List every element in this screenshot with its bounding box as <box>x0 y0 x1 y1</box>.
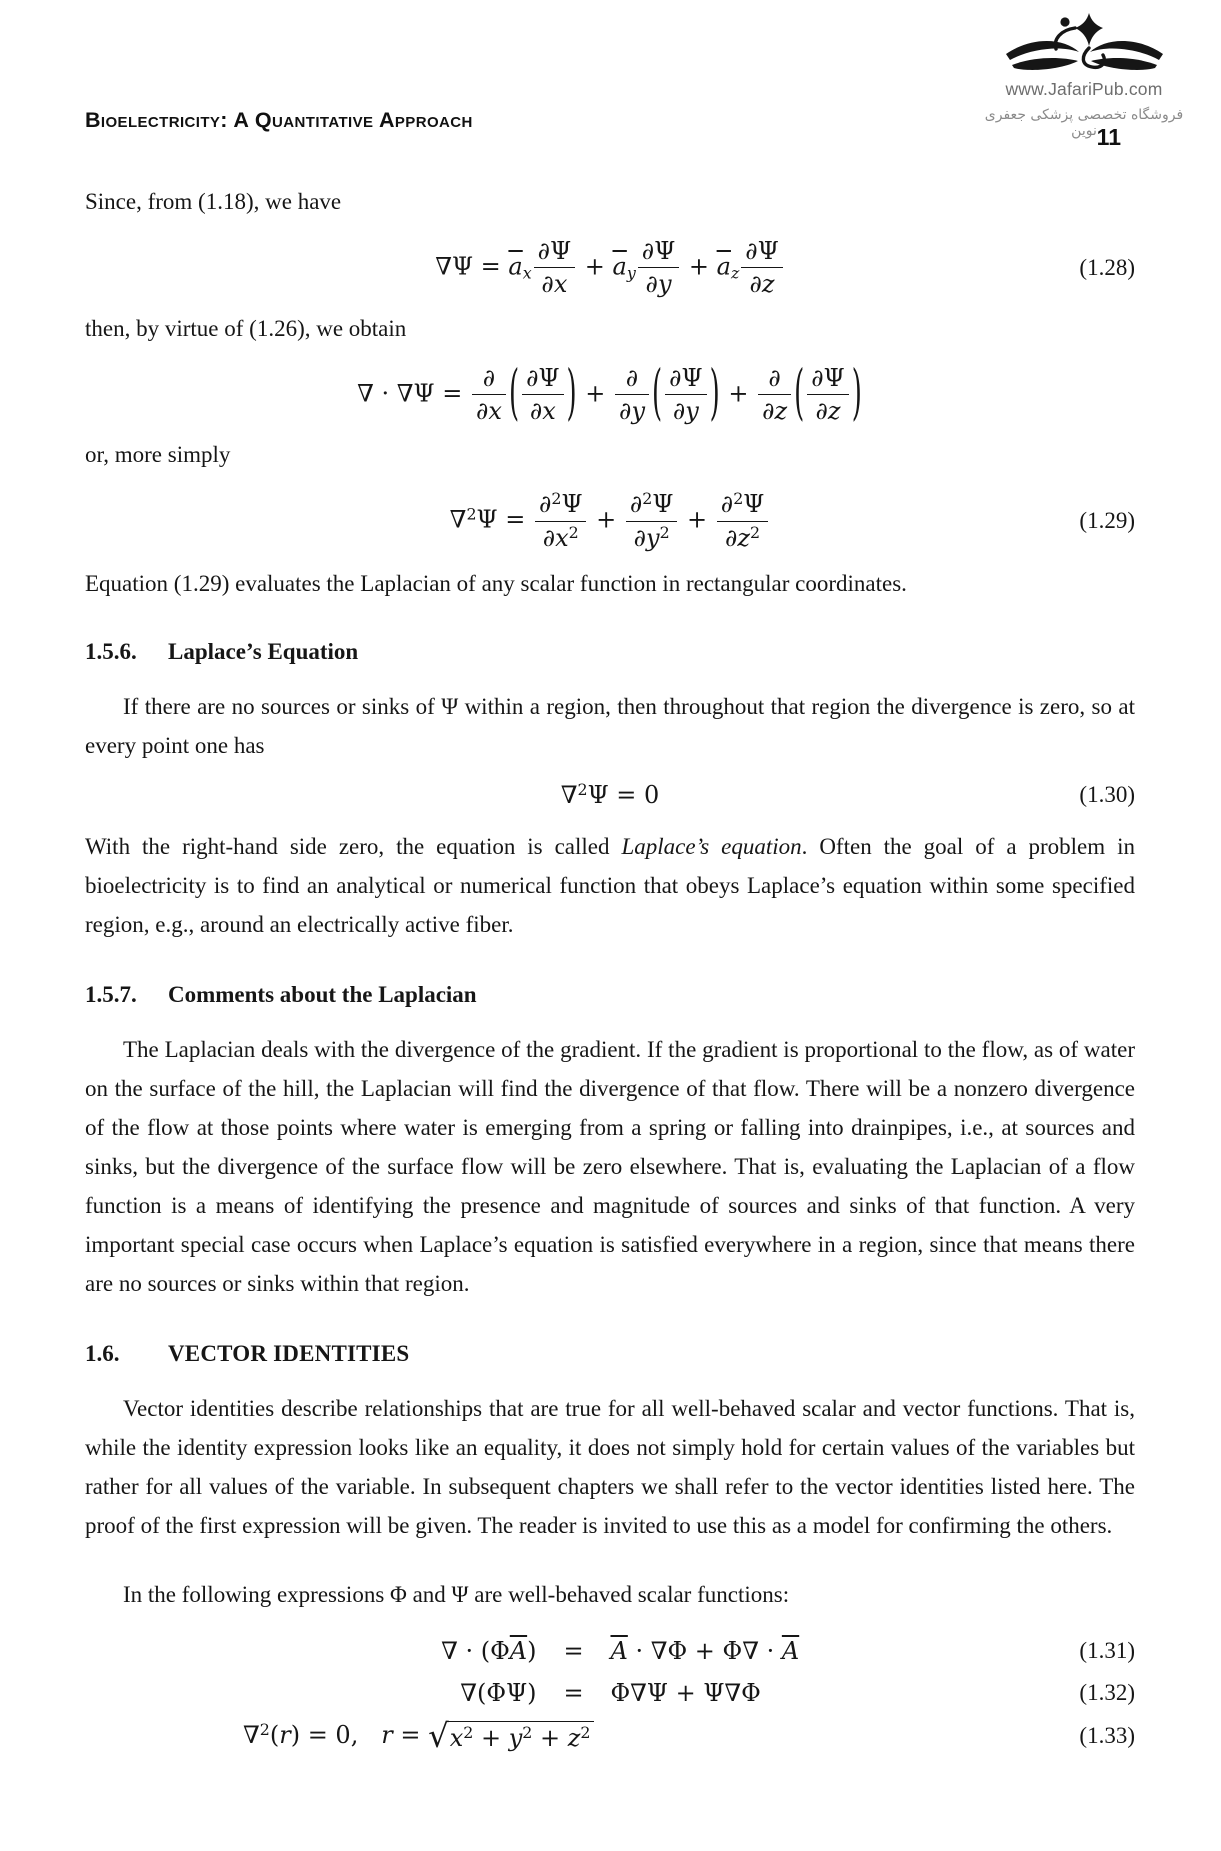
paragraph-eval: Equation (1.29) evaluates the Laplacian of any scalar function in rectangular coordinates. <box>85 570 907 596</box>
paragraph-following: In the following expressions Φ and Ψ are well-behaved scalar functions: <box>123 1581 790 1607</box>
equation-1-28 <box>85 237 1135 299</box>
vector-identities-block <box>85 1630 1135 1759</box>
equation-1-29-math: ∇$^2$Ψ = $\frac{\partial^2\Psi}{\partial x^2}$ + $\frac{\partial^2\Psi}{\partial y^2}$ + $\frac{\partial^2\Psi}{\partial z^2}$ <box>450 490 771 552</box>
equation-divergence <box>85 359 1135 429</box>
section-heading-1-5-6 <box>85 637 1135 667</box>
identity-row-1-32 <box>85 1672 1135 1714</box>
identity-row-1-31 <box>85 1630 1135 1672</box>
running-title: Bioelectricity: A Quantitative Approach <box>85 108 473 132</box>
equation-divergence-math: ∇ · ∇Ψ = ∂ ∂x ( $\frac{\partial\Psi}{\partial x}$ ) + ∂ ∂y ( $\frac{\partial\Psi}{\partial y}$ ) + ∂ ∂z ( $\frac{\partial\Psi}{\partial z}$ ) <box>357 359 862 429</box>
paragraph-laplacian-comments: The Laplacian deals with the divergence of the gradient. If the gradient is proportional to the flow, as of water on the surface of the hill, the Laplacian will find the divergence of that flow. There will be a nonzero divergence of the flow at those points where water is emerging from a spring or falling into drainpipes, i.e., at sources and sinks, but the divergence of the surface flow will be zero elsewhere. That is, evaluating the Laplacian of a flow function is a means of identifying the presence and magnitude of sources and sinks of that function. A very important special case occurs when Laplace’s equation is satisfied everywhere in a region, since that means there are no sources or sinks within that region. <box>85 1036 1135 1296</box>
equation-1-30-math: ∇$^2$Ψ = 0 <box>560 779 660 809</box>
section-heading-1-6 <box>85 1339 1135 1369</box>
identity-1-31-equals: = <box>563 1636 584 1665</box>
equation-number-1-32: (1.32) <box>1079 1679 1135 1705</box>
section-number-1-5-7: 1.5.7. <box>85 981 137 1007</box>
section-title-1-5-6: Laplace’s Equation <box>168 638 359 664</box>
laplace-equation-italic: Laplace’s equation <box>621 833 802 859</box>
section-number-1-6: 1.6. <box>85 1340 120 1366</box>
paragraph-if-sources: If there are no sources or sinks of Ψ within a region, then throughout that region the divergence is zero, so at every point one has <box>85 693 1135 758</box>
identity-1-33-full: ∇$^2$(r) = 0, r = √ $x^2 + y^2 + z^2$ <box>243 1721 594 1749</box>
publisher-watermark <box>977 12 1191 139</box>
equation-number-1-30: (1.30) <box>1079 781 1135 807</box>
paragraph-since: Since, from (1.18), we have <box>85 189 342 214</box>
identity-row-1-33 <box>85 1714 1135 1759</box>
equation-number-1-33: (1.33) <box>1079 1723 1135 1749</box>
identity-1-32-lhs: ∇(ΦΨ) <box>460 1678 537 1707</box>
equation-number-1-28: (1.28) <box>1079 254 1135 280</box>
paragraph-simply: or, more simply <box>85 442 231 468</box>
page-number: 11 <box>1096 124 1121 150</box>
section-heading-1-5-7 <box>85 980 1135 1010</box>
equation-1-28-math: $\nabla\Psi = \overline{a}_x$ $\frac{\partial\Psi}{\partial x}$ + $\overline{a}_y$ $\frac{\partial\Psi}{\partial y}$ + $\overline{a}_z$ $\frac{\partial\Psi}{\partial z}$ <box>435 237 785 299</box>
paragraph-with-rhs-post: . Often the goal of a problem in bioelectricity is to find an analytical or numerical function that obeys Laplace’s equation within some specified region, e.g., around an electrically active fiber. <box>85 833 1135 937</box>
equation-number-1-31: (1.31) <box>1079 1637 1135 1663</box>
paragraph-with-rhs-pre: With the right-hand side zero, the equation is called <box>85 833 622 859</box>
section-title-1-5-7: Comments about the Laplacian <box>168 981 477 1007</box>
page-content <box>85 168 1135 1759</box>
section-title-1-6: VECTOR IDENTITIES <box>168 1340 410 1366</box>
equation-number-1-29: (1.29) <box>1079 508 1135 534</box>
identity-1-31-lhs: ∇ · $(\Phi\overline{A})$ <box>441 1636 537 1665</box>
equation-1-30 <box>85 773 1135 817</box>
jafari-calligraphy-logo-icon <box>1002 12 1167 78</box>
section-number-1-5-6: 1.5.6. <box>85 638 137 664</box>
identity-1-32-equals: = <box>563 1678 584 1707</box>
paragraph-with-rhs <box>85 827 1135 944</box>
identity-1-32-rhs: Φ∇Ψ + Ψ∇Φ <box>610 1678 761 1707</box>
watermark-persian-text: فروشگاه تخصصی پزشکی جعفری نوین <box>984 107 1184 139</box>
identity-1-31-rhs: $\overline{A} \cdot \nabla\Phi + \Phi\nabla \cdot \overline{A}$ <box>610 1636 800 1665</box>
paragraph-then: then, by virtue of (1.26), we obtain <box>85 315 407 341</box>
equation-1-29 <box>85 490 1135 552</box>
paragraph-vector-identities: Vector identities describe relationships that are true for all well-behaved scalar and vector functions. That is, while the identity expression looks like an equality, it does not simply hold for certain values of the variables but rather for all values of the variable. In subsequent chapters we shall refer to the vector identities listed here. The proof of the first expression will be given. The reader is invited to use this as a model for confirming the others. <box>85 1395 1135 1538</box>
watermark-url-text: www.JafariPub.com <box>1005 79 1163 99</box>
